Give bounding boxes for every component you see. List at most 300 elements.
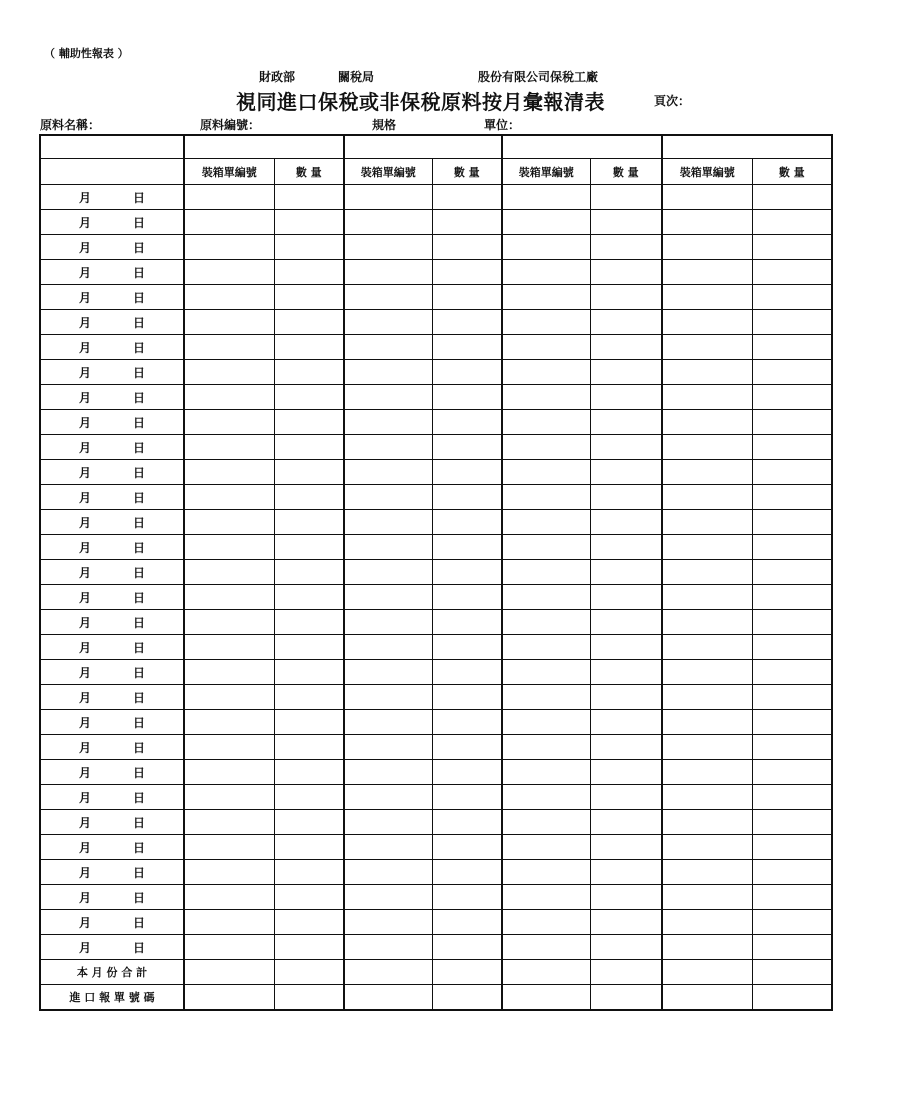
row-qty-cell-4[interactable] — [752, 710, 832, 735]
total-qty-cell-3[interactable] — [590, 960, 662, 985]
row-qty-cell-1[interactable] — [274, 510, 344, 535]
row-qty-cell-1[interactable] — [274, 610, 344, 635]
row-packing-cell-2[interactable] — [344, 235, 432, 260]
row-qty-cell-1[interactable] — [274, 435, 344, 460]
row-qty-cell-4[interactable] — [752, 585, 832, 610]
row-qty-cell-2[interactable] — [432, 385, 502, 410]
row-packing-cell-2[interactable] — [344, 385, 432, 410]
row-qty-cell-2[interactable] — [432, 310, 502, 335]
row-packing-cell-4[interactable] — [662, 210, 752, 235]
row-packing-cell-2[interactable] — [344, 260, 432, 285]
row-qty-cell-1[interactable] — [274, 685, 344, 710]
row-packing-cell-3[interactable] — [502, 810, 590, 835]
row-packing-cell-4[interactable] — [662, 635, 752, 660]
row-qty-cell-3[interactable] — [590, 460, 662, 485]
row-packing-cell-2[interactable] — [344, 585, 432, 610]
row-packing-cell-2[interactable] — [344, 535, 432, 560]
row-packing-cell-1[interactable] — [184, 660, 274, 685]
row-packing-cell-1[interactable] — [184, 335, 274, 360]
row-packing-cell-1[interactable] — [184, 460, 274, 485]
row-qty-cell-2[interactable] — [432, 435, 502, 460]
date-cell — [40, 335, 184, 360]
total-packing-cell-3[interactable] — [502, 960, 590, 985]
row-qty-cell-2[interactable] — [432, 635, 502, 660]
row-qty-cell-4[interactable] — [752, 660, 832, 685]
row-qty-cell-3[interactable] — [590, 435, 662, 460]
row-qty-cell-3[interactable] — [590, 310, 662, 335]
row-qty-cell-1[interactable] — [274, 835, 344, 860]
row-qty-cell-3[interactable] — [590, 635, 662, 660]
row-qty-cell-1[interactable] — [274, 560, 344, 585]
row-packing-cell-2[interactable] — [344, 910, 432, 935]
row-qty-cell-3[interactable] — [590, 385, 662, 410]
row-qty-cell-4[interactable] — [752, 810, 832, 835]
row-qty-cell-3[interactable] — [590, 735, 662, 760]
row-packing-cell-3[interactable] — [502, 685, 590, 710]
row-qty-cell-1[interactable] — [274, 710, 344, 735]
group-header-4 — [662, 135, 832, 159]
date-cell — [40, 285, 184, 310]
row-qty-cell-3[interactable] — [590, 410, 662, 435]
row-packing-cell-1[interactable] — [184, 285, 274, 310]
row-qty-cell-3[interactable] — [590, 610, 662, 635]
group-header-3 — [502, 135, 662, 159]
month-label: 月 — [78, 840, 91, 855]
row-packing-cell-3[interactable] — [502, 860, 590, 885]
row-packing-cell-1[interactable] — [184, 935, 274, 960]
row-qty-cell-3[interactable] — [590, 660, 662, 685]
row-qty-cell-4[interactable] — [752, 285, 832, 310]
row-qty-cell-2[interactable] — [432, 260, 502, 285]
row-packing-cell-3[interactable] — [502, 385, 590, 410]
table-row — [40, 810, 832, 835]
row-qty-cell-2[interactable] — [432, 810, 502, 835]
row-packing-cell-3[interactable] — [502, 485, 590, 510]
row-packing-cell-4[interactable] — [662, 285, 752, 310]
row-packing-cell-1[interactable] — [184, 885, 274, 910]
row-packing-cell-4[interactable] — [662, 710, 752, 735]
row-qty-cell-4[interactable] — [752, 485, 832, 510]
day-label: 日 — [132, 765, 145, 780]
import-no-qty-cell-4[interactable] — [752, 985, 832, 1011]
row-qty-cell-4[interactable] — [752, 885, 832, 910]
row-qty-cell-1[interactable] — [274, 860, 344, 885]
row-packing-cell-4[interactable] — [662, 910, 752, 935]
row-qty-cell-1[interactable] — [274, 910, 344, 935]
row-packing-cell-2[interactable] — [344, 785, 432, 810]
row-qty-cell-2[interactable] — [432, 210, 502, 235]
row-qty-cell-1[interactable] — [274, 185, 344, 210]
row-packing-cell-3[interactable] — [502, 935, 590, 960]
import-no-packing-cell-2[interactable] — [344, 985, 432, 1011]
row-qty-cell-3[interactable] — [590, 785, 662, 810]
total-qty-cell-2[interactable] — [432, 960, 502, 985]
row-qty-cell-2[interactable] — [432, 910, 502, 935]
row-packing-cell-4[interactable] — [662, 410, 752, 435]
row-packing-cell-1[interactable] — [184, 860, 274, 885]
month-label: 月 — [78, 365, 91, 380]
row-qty-cell-2[interactable] — [432, 560, 502, 585]
row-packing-cell-1[interactable] — [184, 360, 274, 385]
row-qty-cell-2[interactable] — [432, 235, 502, 260]
row-qty-cell-2[interactable] — [432, 610, 502, 635]
row-packing-cell-4[interactable] — [662, 535, 752, 560]
row-packing-cell-4[interactable] — [662, 935, 752, 960]
row-packing-cell-3[interactable] — [502, 910, 590, 935]
row-qty-cell-2[interactable] — [432, 885, 502, 910]
row-qty-cell-1[interactable] — [274, 260, 344, 285]
row-qty-cell-3[interactable] — [590, 235, 662, 260]
date-cell — [40, 935, 184, 960]
row-packing-cell-2[interactable] — [344, 760, 432, 785]
row-packing-cell-3[interactable] — [502, 360, 590, 385]
row-qty-cell-4[interactable] — [752, 860, 832, 885]
row-packing-cell-1[interactable] — [184, 835, 274, 860]
row-qty-cell-2[interactable] — [432, 185, 502, 210]
row-qty-cell-4[interactable] — [752, 610, 832, 635]
row-qty-cell-4[interactable] — [752, 185, 832, 210]
row-packing-cell-3[interactable] — [502, 185, 590, 210]
row-packing-cell-1[interactable] — [184, 635, 274, 660]
row-packing-cell-1[interactable] — [184, 760, 274, 785]
row-qty-cell-3[interactable] — [590, 185, 662, 210]
row-qty-cell-1[interactable] — [274, 635, 344, 660]
day-label: 日 — [132, 590, 145, 605]
row-packing-cell-2[interactable] — [344, 335, 432, 360]
row-qty-cell-2[interactable] — [432, 535, 502, 560]
row-qty-cell-3[interactable] — [590, 335, 662, 360]
total-row — [40, 960, 832, 985]
table-row — [40, 385, 832, 410]
row-packing-cell-3[interactable] — [502, 410, 590, 435]
row-packing-cell-4[interactable] — [662, 435, 752, 460]
unit-label: 單位： — [484, 118, 521, 132]
row-qty-cell-3[interactable] — [590, 760, 662, 785]
row-qty-cell-1[interactable] — [274, 660, 344, 685]
row-packing-cell-3[interactable] — [502, 585, 590, 610]
row-qty-cell-2[interactable] — [432, 510, 502, 535]
col-qty-2: 數 量 — [432, 159, 502, 185]
table-row — [40, 260, 832, 285]
row-packing-cell-2[interactable] — [344, 635, 432, 660]
row-packing-cell-1[interactable] — [184, 410, 274, 435]
row-packing-cell-3[interactable] — [502, 260, 590, 285]
row-qty-cell-3[interactable] — [590, 510, 662, 535]
row-qty-cell-3[interactable] — [590, 935, 662, 960]
row-qty-cell-2[interactable] — [432, 410, 502, 435]
row-qty-cell-1[interactable] — [274, 210, 344, 235]
row-packing-cell-3[interactable] — [502, 660, 590, 685]
row-packing-cell-1[interactable] — [184, 785, 274, 810]
table-header-row-2 — [40, 159, 832, 185]
row-packing-cell-1[interactable] — [184, 610, 274, 635]
row-qty-cell-4[interactable] — [752, 935, 832, 960]
row-qty-cell-3[interactable] — [590, 885, 662, 910]
row-qty-cell-2[interactable] — [432, 335, 502, 360]
row-qty-cell-3[interactable] — [590, 360, 662, 385]
row-packing-cell-2[interactable] — [344, 560, 432, 585]
row-packing-cell-2[interactable] — [344, 935, 432, 960]
total-packing-cell-4[interactable] — [662, 960, 752, 985]
row-packing-cell-1[interactable] — [184, 510, 274, 535]
row-qty-cell-1[interactable] — [274, 885, 344, 910]
row-qty-cell-3[interactable] — [590, 485, 662, 510]
row-packing-cell-1[interactable] — [184, 535, 274, 560]
month-label: 月 — [78, 915, 91, 930]
row-qty-cell-3[interactable] — [590, 535, 662, 560]
row-qty-cell-4[interactable] — [752, 510, 832, 535]
row-qty-cell-3[interactable] — [590, 210, 662, 235]
row-qty-cell-1[interactable] — [274, 735, 344, 760]
row-packing-cell-3[interactable] — [502, 310, 590, 335]
row-packing-cell-3[interactable] — [502, 460, 590, 485]
day-label: 日 — [132, 315, 145, 330]
row-packing-cell-3[interactable] — [502, 635, 590, 660]
month-label: 月 — [78, 565, 91, 580]
row-packing-cell-2[interactable] — [344, 810, 432, 835]
row-packing-cell-4[interactable] — [662, 260, 752, 285]
row-packing-cell-4[interactable] — [662, 385, 752, 410]
row-qty-cell-1[interactable] — [274, 310, 344, 335]
row-qty-cell-2[interactable] — [432, 460, 502, 485]
row-packing-cell-1[interactable] — [184, 585, 274, 610]
row-qty-cell-2[interactable] — [432, 785, 502, 810]
row-packing-cell-1[interactable] — [184, 435, 274, 460]
row-qty-cell-3[interactable] — [590, 810, 662, 835]
import-no-packing-cell-3[interactable] — [502, 985, 590, 1011]
page-title: 視同進口保稅或非保稅原料按月彙報清表 — [236, 90, 605, 114]
import-no-row — [40, 985, 832, 1011]
row-qty-cell-3[interactable] — [590, 285, 662, 310]
row-packing-cell-3[interactable] — [502, 835, 590, 860]
row-qty-cell-2[interactable] — [432, 710, 502, 735]
row-qty-cell-4[interactable] — [752, 910, 832, 935]
row-packing-cell-3[interactable] — [502, 510, 590, 535]
row-packing-cell-1[interactable] — [184, 260, 274, 285]
row-qty-cell-2[interactable] — [432, 685, 502, 710]
row-packing-cell-1[interactable] — [184, 735, 274, 760]
row-packing-cell-3[interactable] — [502, 435, 590, 460]
row-qty-cell-2[interactable] — [432, 835, 502, 860]
row-qty-cell-1[interactable] — [274, 385, 344, 410]
row-packing-cell-1[interactable] — [184, 235, 274, 260]
import-no-packing-cell-4[interactable] — [662, 985, 752, 1011]
row-packing-cell-1[interactable] — [184, 910, 274, 935]
row-qty-cell-1[interactable] — [274, 335, 344, 360]
total-packing-cell-1[interactable] — [184, 960, 274, 985]
row-qty-cell-3[interactable] — [590, 260, 662, 285]
row-packing-cell-4[interactable] — [662, 235, 752, 260]
month-label: 月 — [78, 315, 91, 330]
row-packing-cell-4[interactable] — [662, 460, 752, 485]
row-qty-cell-1[interactable] — [274, 535, 344, 560]
group-header-1 — [184, 135, 344, 159]
total-packing-cell-2[interactable] — [344, 960, 432, 985]
row-packing-cell-2[interactable] — [344, 485, 432, 510]
row-packing-cell-4[interactable] — [662, 885, 752, 910]
row-qty-cell-4[interactable] — [752, 335, 832, 360]
row-packing-cell-3[interactable] — [502, 560, 590, 585]
import-no-qty-cell-1[interactable] — [274, 985, 344, 1011]
row-qty-cell-3[interactable] — [590, 910, 662, 935]
col-qty-4: 數 量 — [752, 159, 832, 185]
row-qty-cell-2[interactable] — [432, 485, 502, 510]
row-packing-cell-4[interactable] — [662, 185, 752, 210]
date-cell — [40, 885, 184, 910]
row-packing-cell-1[interactable] — [184, 560, 274, 585]
row-packing-cell-2[interactable] — [344, 835, 432, 860]
row-qty-cell-1[interactable] — [274, 585, 344, 610]
row-packing-cell-1[interactable] — [184, 485, 274, 510]
row-qty-cell-4[interactable] — [752, 635, 832, 660]
total-qty-cell-4[interactable] — [752, 960, 832, 985]
row-packing-cell-3[interactable] — [502, 535, 590, 560]
row-qty-cell-3[interactable] — [590, 710, 662, 735]
row-packing-cell-4[interactable] — [662, 560, 752, 585]
row-qty-cell-3[interactable] — [590, 835, 662, 860]
row-packing-cell-2[interactable] — [344, 435, 432, 460]
row-qty-cell-2[interactable] — [432, 760, 502, 785]
row-packing-cell-2[interactable] — [344, 660, 432, 685]
row-qty-cell-4[interactable] — [752, 685, 832, 710]
row-qty-cell-4[interactable] — [752, 310, 832, 335]
row-packing-cell-3[interactable] — [502, 235, 590, 260]
material-no-label: 原料編號： — [200, 118, 261, 132]
row-qty-cell-1[interactable] — [274, 810, 344, 835]
row-qty-cell-3[interactable] — [590, 860, 662, 885]
row-qty-cell-3[interactable] — [590, 560, 662, 585]
row-packing-cell-4[interactable] — [662, 360, 752, 385]
month-label: 月 — [78, 340, 91, 355]
row-qty-cell-2[interactable] — [432, 585, 502, 610]
row-qty-cell-4[interactable] — [752, 360, 832, 385]
row-packing-cell-2[interactable] — [344, 685, 432, 710]
row-packing-cell-1[interactable] — [184, 385, 274, 410]
row-packing-cell-3[interactable] — [502, 885, 590, 910]
import-no-qty-cell-3[interactable] — [590, 985, 662, 1011]
row-qty-cell-2[interactable] — [432, 360, 502, 385]
row-packing-cell-2[interactable] — [344, 285, 432, 310]
row-qty-cell-4[interactable] — [752, 835, 832, 860]
row-packing-cell-4[interactable] — [662, 760, 752, 785]
row-packing-cell-1[interactable] — [184, 810, 274, 835]
import-no-packing-cell-1[interactable] — [184, 985, 274, 1011]
row-packing-cell-3[interactable] — [502, 610, 590, 635]
row-packing-cell-2[interactable] — [344, 210, 432, 235]
row-packing-cell-2[interactable] — [344, 860, 432, 885]
row-qty-cell-1[interactable] — [274, 360, 344, 385]
row-packing-cell-2[interactable] — [344, 735, 432, 760]
row-packing-cell-4[interactable] — [662, 685, 752, 710]
row-packing-cell-1[interactable] — [184, 185, 274, 210]
row-qty-cell-1[interactable] — [274, 285, 344, 310]
row-packing-cell-2[interactable] — [344, 360, 432, 385]
row-packing-cell-4[interactable] — [662, 735, 752, 760]
row-qty-cell-1[interactable] — [274, 460, 344, 485]
table-row — [40, 460, 832, 485]
row-qty-cell-4[interactable] — [752, 760, 832, 785]
row-qty-cell-2[interactable] — [432, 660, 502, 685]
row-qty-cell-4[interactable] — [752, 235, 832, 260]
row-packing-cell-1[interactable] — [184, 710, 274, 735]
row-qty-cell-4[interactable] — [752, 560, 832, 585]
page-number-label: 頁次： — [654, 94, 691, 108]
row-packing-cell-4[interactable] — [662, 585, 752, 610]
row-qty-cell-3[interactable] — [590, 685, 662, 710]
row-packing-cell-1[interactable] — [184, 310, 274, 335]
row-packing-cell-4[interactable] — [662, 835, 752, 860]
row-packing-cell-2[interactable] — [344, 610, 432, 635]
row-packing-cell-4[interactable] — [662, 860, 752, 885]
total-qty-cell-1[interactable] — [274, 960, 344, 985]
row-qty-cell-1[interactable] — [274, 935, 344, 960]
row-packing-cell-2[interactable] — [344, 460, 432, 485]
row-qty-cell-4[interactable] — [752, 260, 832, 285]
row-packing-cell-4[interactable] — [662, 810, 752, 835]
row-packing-cell-3[interactable] — [502, 785, 590, 810]
row-packing-cell-2[interactable] — [344, 185, 432, 210]
row-qty-cell-4[interactable] — [752, 435, 832, 460]
row-qty-cell-4[interactable] — [752, 460, 832, 485]
row-qty-cell-2[interactable] — [432, 735, 502, 760]
table-row — [40, 760, 832, 785]
row-packing-cell-4[interactable] — [662, 485, 752, 510]
row-packing-cell-3[interactable] — [502, 335, 590, 360]
row-packing-cell-3[interactable] — [502, 285, 590, 310]
row-packing-cell-2[interactable] — [344, 885, 432, 910]
row-qty-cell-4[interactable] — [752, 535, 832, 560]
row-packing-cell-3[interactable] — [502, 760, 590, 785]
day-label: 日 — [132, 640, 145, 655]
row-qty-cell-1[interactable] — [274, 760, 344, 785]
row-packing-cell-2[interactable] — [344, 710, 432, 735]
row-packing-cell-3[interactable] — [502, 210, 590, 235]
row-packing-cell-4[interactable] — [662, 660, 752, 685]
row-qty-cell-4[interactable] — [752, 735, 832, 760]
row-qty-cell-4[interactable] — [752, 385, 832, 410]
row-packing-cell-1[interactable] — [184, 685, 274, 710]
row-packing-cell-3[interactable] — [502, 710, 590, 735]
row-packing-cell-2[interactable] — [344, 310, 432, 335]
row-packing-cell-4[interactable] — [662, 785, 752, 810]
row-qty-cell-2[interactable] — [432, 860, 502, 885]
row-qty-cell-1[interactable] — [274, 785, 344, 810]
row-packing-cell-4[interactable] — [662, 610, 752, 635]
row-packing-cell-2[interactable] — [344, 410, 432, 435]
month-label: 月 — [78, 715, 91, 730]
import-no-qty-cell-2[interactable] — [432, 985, 502, 1011]
row-qty-cell-1[interactable] — [274, 485, 344, 510]
col-packing-4: 裝箱單編號 — [662, 159, 752, 185]
row-packing-cell-4[interactable] — [662, 310, 752, 335]
row-qty-cell-4[interactable] — [752, 210, 832, 235]
row-qty-cell-2[interactable] — [432, 935, 502, 960]
row-packing-cell-4[interactable] — [662, 335, 752, 360]
row-packing-cell-3[interactable] — [502, 735, 590, 760]
row-packing-cell-4[interactable] — [662, 510, 752, 535]
row-packing-cell-1[interactable] — [184, 210, 274, 235]
row-qty-cell-4[interactable] — [752, 785, 832, 810]
row-qty-cell-3[interactable] — [590, 585, 662, 610]
row-qty-cell-4[interactable] — [752, 410, 832, 435]
row-packing-cell-2[interactable] — [344, 510, 432, 535]
row-qty-cell-1[interactable] — [274, 410, 344, 435]
table-row — [40, 335, 832, 360]
row-qty-cell-2[interactable] — [432, 285, 502, 310]
row-qty-cell-1[interactable] — [274, 235, 344, 260]
table-row — [40, 560, 832, 585]
month-label: 月 — [78, 765, 91, 780]
